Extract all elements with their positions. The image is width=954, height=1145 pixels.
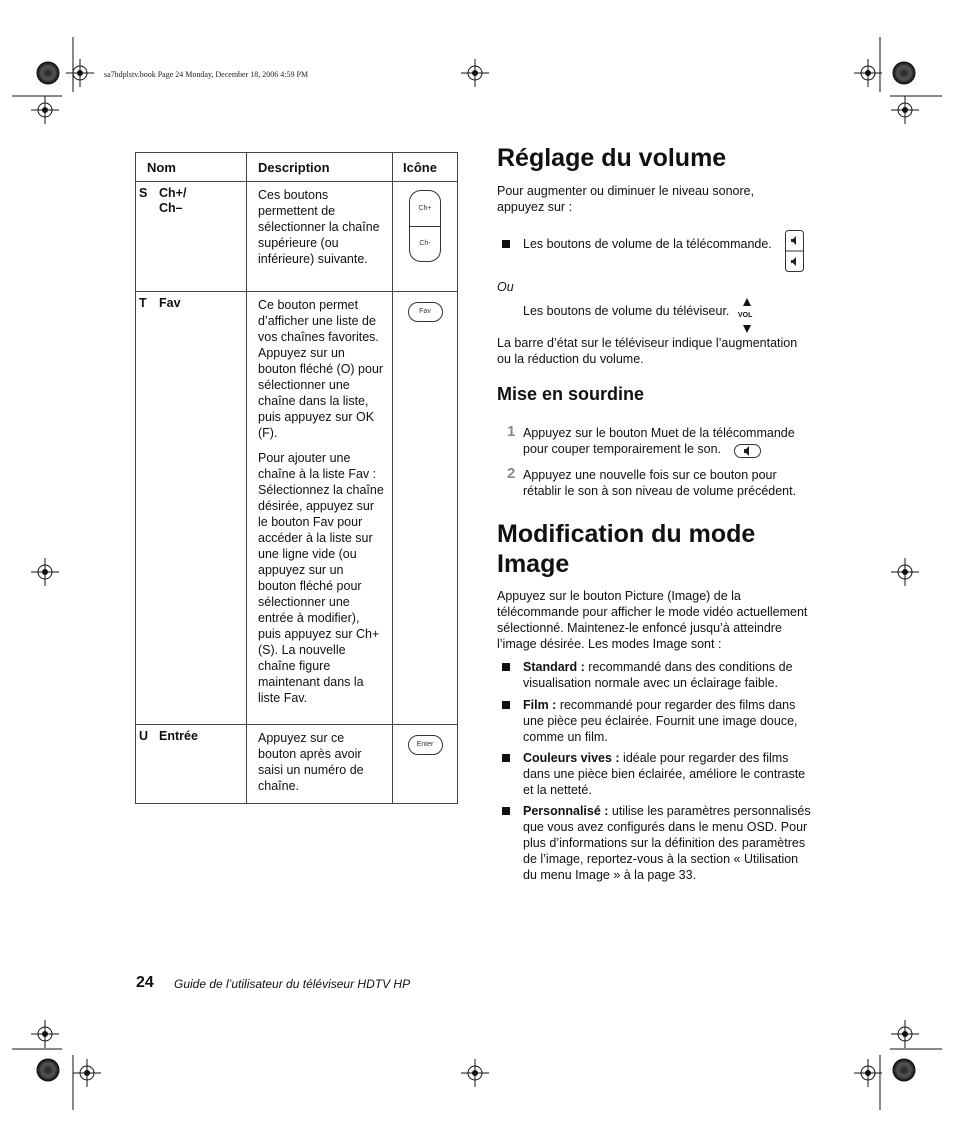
column-header-description: Description [247, 153, 393, 182]
footer-title: Guide de l’utilisateur du téléviseur HDTV HP [174, 977, 411, 991]
button-name: Entrée [159, 729, 198, 743]
mode-term: Personnalisé : [523, 804, 609, 818]
button-name-cell [136, 725, 247, 804]
vol-label: VOL [738, 312, 753, 319]
mode-term: Film : [523, 698, 557, 712]
bullet-icon [502, 701, 510, 709]
remote-buttons-table [135, 152, 458, 804]
mode-desc: recommandé dans des conditions de visualisation normale avec un éclairage faible. [523, 660, 793, 690]
bullet-icon [502, 240, 510, 248]
channel-up-icon: Ch+ [410, 191, 440, 227]
channel-rocker-icon [409, 190, 441, 262]
button-icon-cell [393, 182, 458, 292]
channel-down-icon: Ch- [419, 240, 431, 247]
mode-custom [523, 803, 813, 883]
fav-button-icon: Fav [408, 302, 443, 322]
mode-term: Couleurs vives : [523, 751, 620, 765]
book-header-note: sa7hdplstv.book Page 24 Monday, December 18, 2006 4:59 PM [104, 70, 309, 79]
mode-desc: utilise les paramètres personnalisés que vous avez configurés dans le menu OSD. Pour plus d’informations sur la définition des paramètres de l’image, reportez-vous à la section « Utilisation du menu Image » à la page 33. [523, 804, 811, 882]
mode-vivid [523, 750, 813, 798]
mute-button-icon [734, 444, 761, 458]
mode-desc: idéale pour regarder des films dans une pièce bien éclairée, améliore le contraste et la netteté. [523, 751, 806, 797]
remote-volume-buttons-icon [785, 230, 804, 272]
bullet-icon [502, 807, 510, 815]
description-text: Pour ajouter une chaîne à la liste Fav : Sélectionnez la chaîne désirée, appuyez sur le bouton Fav pour accéder à la liste sur une ligne vide (ou appuyez sur un bouton fléché pour sélectionner une entrée à modifier), puis appuyez sur Ch+ (S). La nouvelle chaîne figure maintenant dans la liste Fav. [258, 451, 384, 705]
button-icon-cell [393, 292, 458, 725]
description-text: Appuyez sur ce bouton après avoir saisi un numéro de chaîne. [258, 731, 364, 793]
button-name-cell [136, 182, 247, 292]
mode-standard [523, 659, 813, 691]
volume-intro: Pour augmenter ou diminuer le niveau sonore, appuyez sur : [497, 184, 755, 214]
volume-remote-text: Les boutons de volume de la télécommande. [523, 237, 772, 251]
picture-intro: Appuyez sur le bouton Picture (Image) de la télécommande pour afficher le mode vidéo actuellement sélectionné. Maintenez-le enfoncé jusqu’à atteindre l’image désirée. Les modes Image sont : [497, 589, 808, 651]
button-description [247, 725, 393, 804]
description-text: Ce bouton permet d’afficher une liste de vos chaînes favorites. Appuyez sur un bouton fléché (O) pour sélectionner une chaîne dans la liste, puis appuyez sur OK (F). [258, 298, 384, 440]
button-name: Ch+/ [159, 186, 187, 200]
page-number: 24 [136, 974, 154, 991]
table-row [136, 182, 458, 292]
step-number: 1 [507, 423, 516, 440]
button-name: Fav [159, 296, 181, 310]
button-icon-cell [393, 725, 458, 804]
column-header-name: Nom [136, 153, 247, 182]
enter-button-icon: Enter [408, 735, 443, 755]
or-text: Ou [497, 280, 514, 294]
mode-desc: recommandé pour regarder des films dans une pièce peu éclairée. Fournit une image douce, comme un film. [523, 698, 798, 744]
table-row [136, 725, 458, 804]
bullet-icon [502, 663, 510, 671]
picture-heading-line2: Image [497, 550, 570, 578]
mute-step-text: Appuyez une nouvelle fois sur ce bouton pour rétablir le son à son niveau de volume précédent. [523, 468, 797, 498]
table-row [136, 292, 458, 725]
row-letter: U [139, 729, 149, 743]
bullet-icon [502, 754, 510, 762]
mode-film [523, 697, 813, 745]
button-description [247, 182, 393, 292]
table-header-row [136, 153, 458, 182]
picture-heading-line1: Modification du mode [497, 520, 756, 548]
column-header-icon: Icône [393, 153, 458, 182]
volume-status-text: La barre d’état sur le téléviseur indique l’augmentation ou la réduction du volume. [497, 336, 798, 366]
mute-heading: Mise en sourdine [497, 384, 645, 404]
description-text: Ces boutons permettent de sélectionner la chaîne supérieure (ou inférieure) suivante. [258, 188, 380, 266]
button-name-cell [136, 292, 247, 725]
row-letter: T [139, 296, 147, 310]
step-number: 2 [507, 465, 516, 482]
mode-term: Standard : [523, 660, 585, 674]
button-name-line2: Ch– [159, 201, 183, 215]
row-letter: S [139, 186, 148, 200]
button-description [247, 292, 393, 725]
volume-tv-text: Les boutons de volume du téléviseur. [523, 304, 730, 318]
volume-heading: Réglage du volume [497, 144, 727, 172]
mute-step-text: Appuyez sur le bouton Muet de la télécommande pour couper temporairement le son. [523, 426, 795, 456]
